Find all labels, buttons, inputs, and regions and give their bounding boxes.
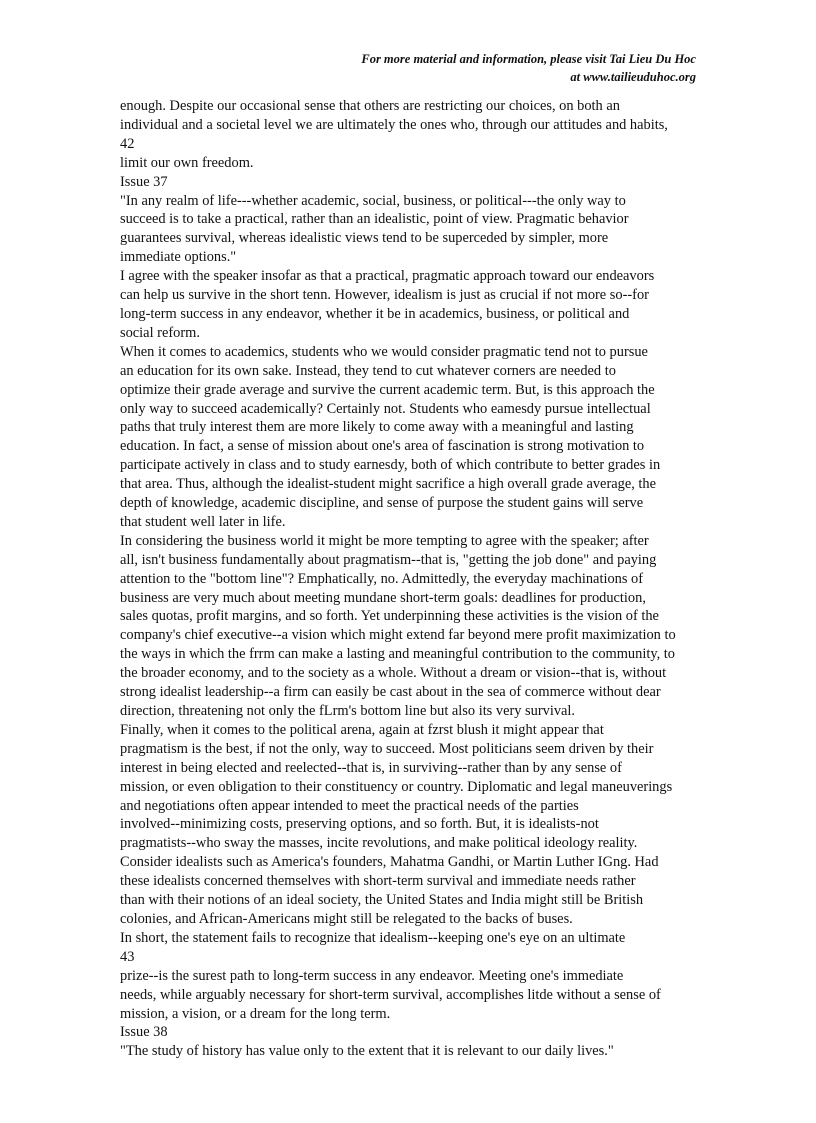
text-line: Finally, when it comes to the political arena, again at fzrst blush it might appear that — [120, 721, 604, 738]
text-line: that area. Thus, although the idealist-student might sacrifice a high overall grade average, the — [120, 476, 656, 493]
text-line: optimize their grade average and survive the current academic term. But, is this approach the — [120, 381, 655, 398]
text-line: "The study of history has value only to the extent that it is relevant to our daily lives." — [120, 1043, 614, 1060]
text-line: Consider idealists such as America's founders, Mahatma Gandhi, or Martin Luther IGng. Had — [120, 854, 659, 871]
text-line: 43 — [120, 948, 135, 965]
text-line: 42 — [120, 135, 135, 152]
text-line: mission, or even obligation to their constituency or country. Diplomatic and legal maneuverings — [120, 778, 673, 795]
text-line: pragmatists--who sway the masses, incite revolutions, and make political ideology reality. — [120, 835, 638, 852]
text-line: Issue 37 — [120, 173, 168, 190]
text-line: "In any realm of life---whether academic, social, business, or political---the only way to — [120, 192, 626, 209]
text-line: can help us survive in the short tenn. However, idealism is just as crucial if not more so--for — [120, 287, 649, 304]
text-line: and negotiations often appear intended to meet the practical needs of the parties — [120, 797, 579, 814]
header-line-2: at www.tailieuduhoc.org — [570, 70, 696, 84]
text-line: the ways in which the frrm can make a lasting and meaningful contribution to the community, to — [120, 646, 675, 663]
text-line: social reform. — [120, 324, 200, 341]
text-line: depth of knowledge, academic discipline, and sense of purpose the student gains will serve — [120, 495, 644, 512]
text-line: an education for its own sake. Instead, they tend to cut whatever corners are needed to — [120, 362, 616, 379]
text-line: individual and a societal level we are ultimately the ones who, through our attitudes and habits, — [120, 116, 668, 133]
text-line: long-term success in any endeavor, whether it be in academics, business, or political and — [120, 305, 630, 322]
text-line: only way to succeed academically? Certainly not. Students who eamesdy pursue intellectual — [120, 400, 651, 417]
text-line: than with their notions of an ideal society, the United States and India might still be British — [120, 892, 644, 909]
text-line: immediate options." — [120, 249, 237, 266]
header-line-1: For more material and information, please visit Tai Lieu Du Hoc — [361, 52, 696, 66]
text-line: Issue 38 — [120, 1024, 168, 1041]
text-line: education. In fact, a sense of mission about one's area of fascination is strong motivation to — [120, 438, 645, 455]
text-line: strong idealist leadership--a firm can easily be cast about in the sea of commerce without dear — [120, 684, 661, 701]
text-line: guarantees survival, whereas idealistic views tend to be superceded by simpler, more — [120, 230, 609, 247]
text-line: needs, while arguably necessary for short-term survival, accomplishes litde without a sense of — [120, 986, 661, 1003]
text-line: that student well later in life. — [120, 513, 286, 530]
text-line: sales quotas, profit margins, and so forth. Yet underpinning these activities is the vision of the — [120, 608, 659, 625]
text-line: company's chief executive--a vision which might extend far beyond mere profit maximization to — [120, 627, 676, 644]
text-line: limit our own freedom. — [120, 154, 254, 171]
text-line: prize--is the surest path to long-term success in any endeavor. Meeting one's immediate — [120, 967, 624, 984]
text-line: mission, a vision, or a dream for the long term. — [120, 1005, 391, 1022]
text-line: attention to the "bottom line"? Emphatically, no. Admittedly, the everyday machinations of — [120, 570, 644, 587]
text-line: I agree with the speaker insofar as that a practical, pragmatic approach toward our endeavors — [120, 268, 655, 285]
text-line: the broader economy, and to the society as a whole. Without a dream or vision--that is, without — [120, 665, 667, 682]
text-line: enough. Despite our occasional sense that others are restricting our choices, on both an — [120, 98, 620, 114]
body-text — [120, 97, 720, 1061]
page-header — [361, 50, 696, 86]
text-line: these idealists concerned themselves with short-term survival and immediate needs rather — [120, 873, 636, 890]
text-line: pragmatism is the best, if not the only, way to succeed. Most politicians seem driven by their — [120, 740, 654, 757]
text-line: In considering the business world it might be more tempting to agree with the speaker; after — [120, 532, 649, 549]
text-line: colonies, and African-Americans might still be relegated to the backs of buses. — [120, 910, 573, 927]
text-line: paths that truly interest them are more likely to come away with a meaningful and lasting — [120, 419, 634, 436]
text-line: interest in being elected and reelected--that is, in surviving--rather than by any sense of — [120, 759, 622, 776]
text-line: participate actively in class and to study earnesdy, both of which contribute to better grades in — [120, 457, 661, 474]
text-line: When it comes to academics, students who we would consider pragmatic tend not to pursue — [120, 343, 648, 360]
text-line: In short, the statement fails to recognize that idealism--keeping one's eye on an ultimate — [120, 929, 626, 946]
text-line: involved--minimizing costs, preserving options, and so forth. But, it is idealists-not — [120, 816, 599, 833]
text-line: succeed is to take a practical, rather than an idealistic, point of view. Pragmatic behavior — [120, 211, 629, 228]
text-line: all, isn't business fundamentally about pragmatism--that is, "getting the job done" and paying — [120, 551, 657, 568]
text-line: business are very much about meeting mundane short-term goals: deadlines for production, — [120, 589, 646, 606]
text-line: direction, threatening not only the fLrm's bottom line but also its very survival. — [120, 703, 576, 719]
